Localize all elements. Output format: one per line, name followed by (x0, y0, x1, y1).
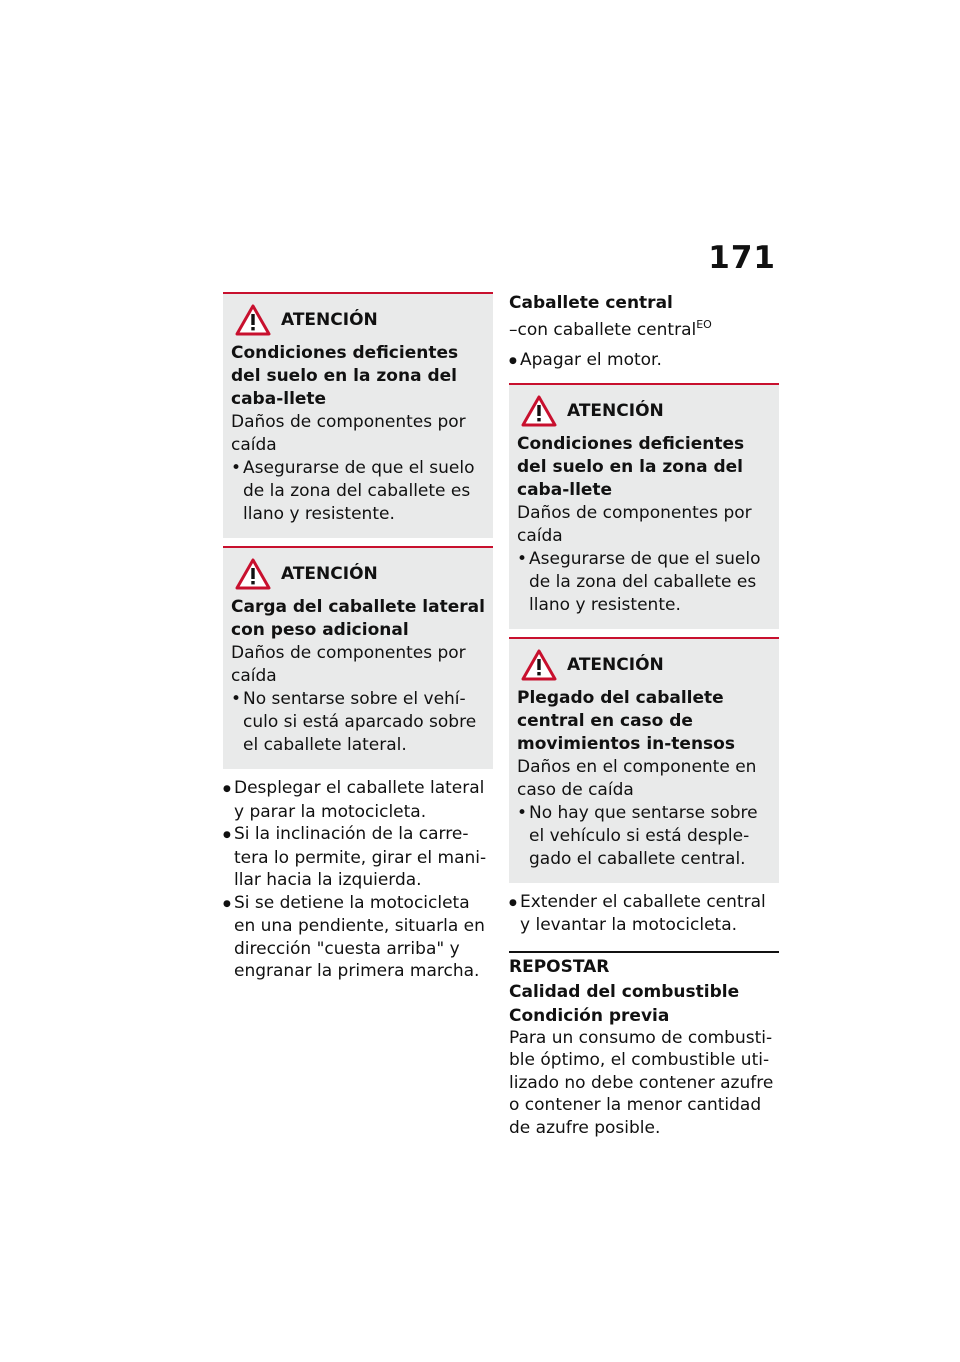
warning-effect: Daños de componentes por caída (517, 502, 752, 546)
warning-instruction: • Asegurarse de que el suelo de la zona del caballete es llano y resistente. (231, 457, 485, 526)
fuel-quality-heading: Calidad del combustible (509, 981, 740, 1002)
step-list (509, 891, 779, 937)
warning-title: ATENCIÓN (567, 400, 664, 421)
warning-title: ATENCIÓN (567, 654, 664, 675)
precondition-heading: Condición previa (509, 1005, 670, 1026)
warning-box (509, 637, 779, 883)
step-list (223, 777, 493, 983)
section-divider (509, 951, 779, 953)
right-column (509, 292, 779, 1139)
warning-instruction: • Asegurarse de que el suelo de la zona del caballete es llano y resistente. (517, 548, 771, 617)
list-item: ● Si se detiene la motocicleta en una pendiente, situarla en dirección "cuesta arriba" y engranar la primera marcha. (223, 892, 493, 983)
warning-triangle-icon (235, 304, 271, 336)
list-item: ● Si la inclinación de la carre-tera lo permite, girar el mani-llar hacia la izquierda. (223, 823, 493, 892)
warning-condition: Plegado del caballete central en caso de movimientos in-tensos (517, 687, 735, 754)
warning-triangle-icon (521, 395, 557, 427)
subheading: Caballete central (509, 293, 673, 313)
warning-title: ATENCIÓN (281, 564, 378, 584)
variant-superscript: EO (696, 318, 712, 331)
variant-line (509, 314, 779, 341)
list-item: ● Extender el caballete central y levantar la motocicleta. (509, 891, 779, 937)
warning-effect: Daños de componentes por caída (231, 643, 466, 686)
warning-condition: Condiciones deficientes del suelo en la zona del caba-llete (231, 343, 459, 409)
variant-text: –con caballete central (509, 320, 697, 340)
step-list (509, 349, 779, 373)
warning-box (223, 546, 493, 769)
warning-condition: Condiciones deficientes del suelo en la zona del caba-llete (517, 433, 745, 500)
warning-title: ATENCIÓN (281, 310, 378, 330)
warning-effect: Daños en el componente en caso de caída (517, 756, 757, 800)
warning-triangle-icon (521, 649, 557, 681)
warning-instruction: • No hay que sentarse sobre el vehículo si está desple-gado el caballete central. (517, 802, 771, 871)
list-item: ● Desplegar el caballete lateral y parar la motocicleta. (223, 777, 493, 823)
section-title: REPOSTAR (509, 956, 610, 977)
warning-triangle-icon (235, 558, 271, 590)
warning-effect: Daños de componentes por caída (231, 412, 466, 455)
list-item: ● Apagar el motor. (509, 349, 779, 373)
warning-box (223, 292, 493, 538)
left-column (223, 292, 493, 983)
warning-instruction: • No sentarse sobre el vehí-culo si está aparcado sobre el caballete lateral. (231, 688, 485, 757)
warning-box (509, 383, 779, 629)
precondition-text: Para un consumo de combusti-ble óptimo, el combustible uti-lizado no debe contener azufre o contener la menor cantidad de azufre posible. (509, 1027, 774, 1138)
page-number: 171 (708, 240, 776, 276)
warning-condition: Carga del caballete lateral con peso adicional (231, 597, 485, 640)
